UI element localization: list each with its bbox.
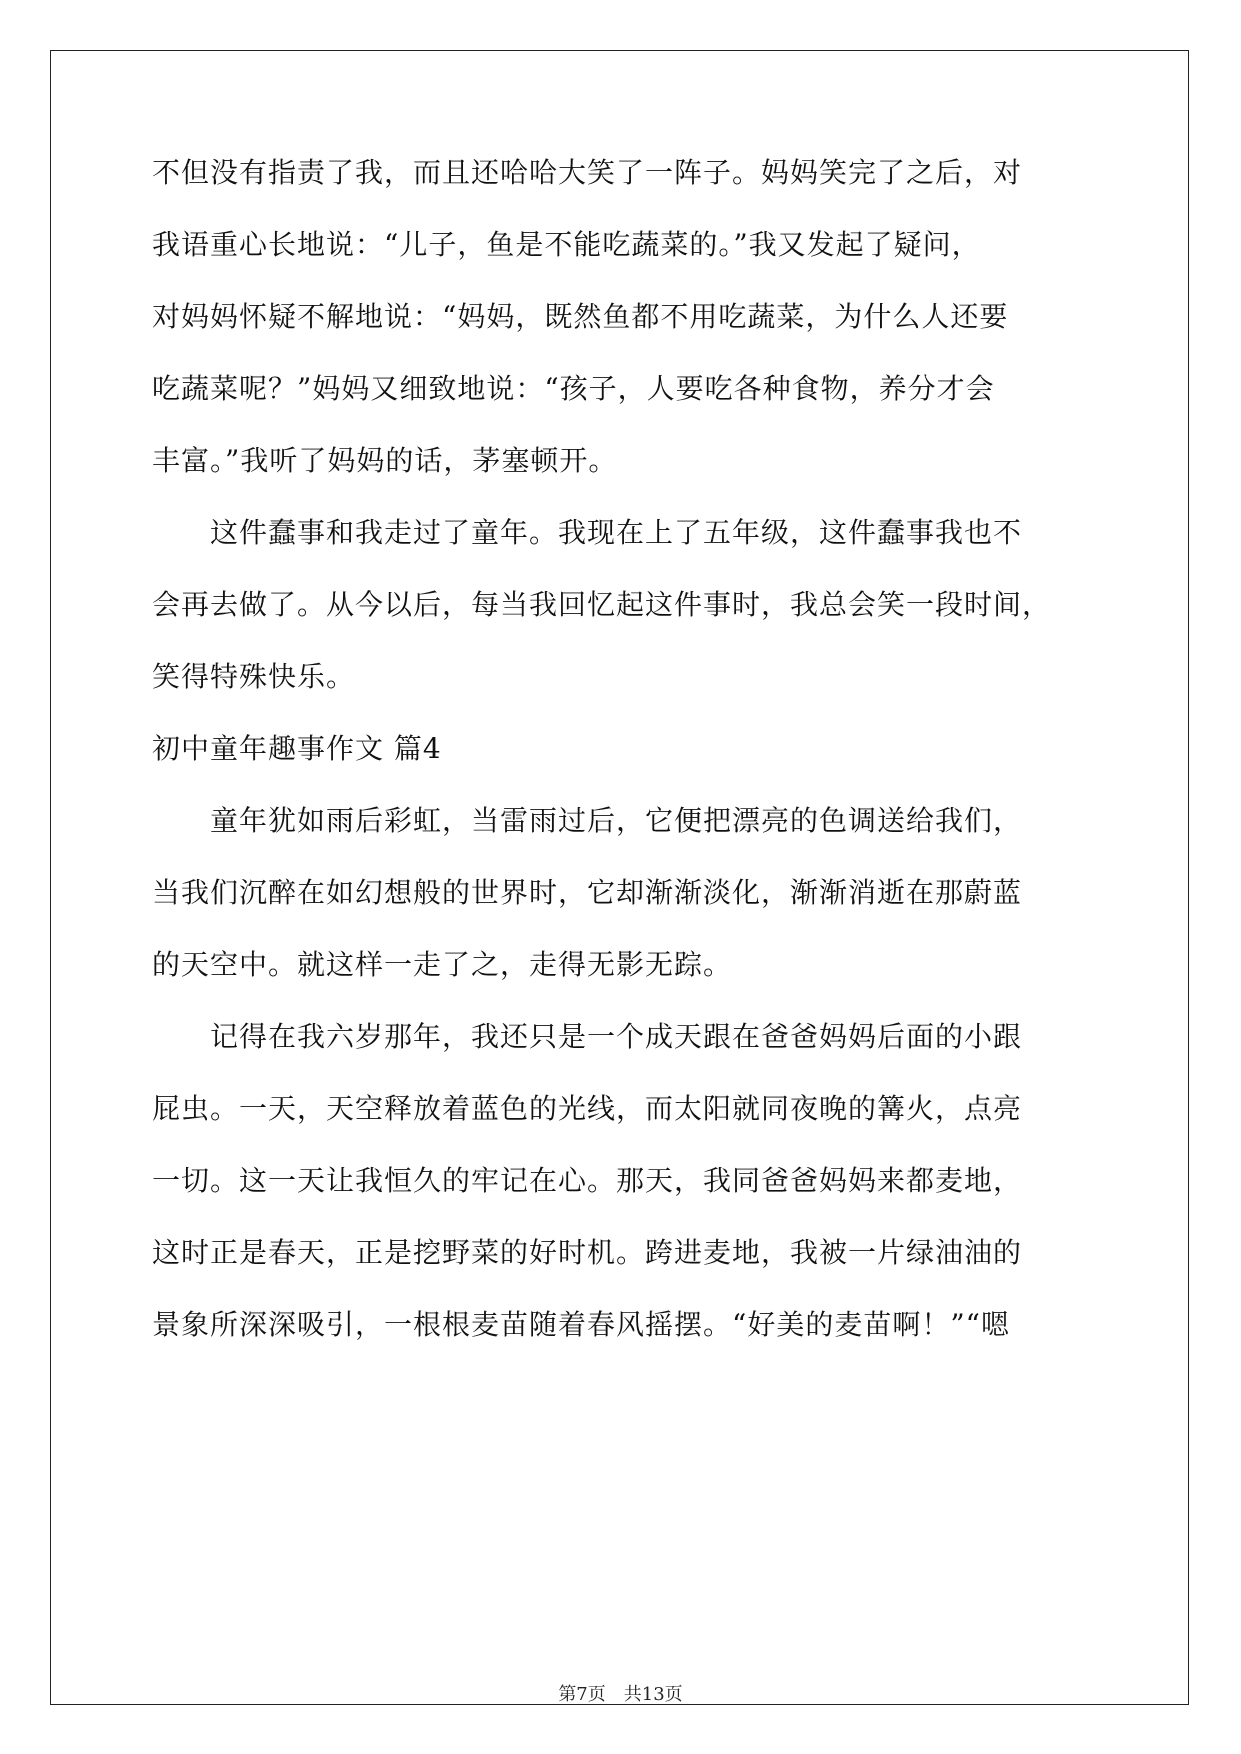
page-number-footer: 第7页 共13页	[558, 1684, 683, 1705]
text-line: 丰富。”我听了妈妈的话，茅塞顿开。	[152, 444, 618, 477]
text-line: 对妈妈怀疑不解地说：“妈妈，既然鱼都不用吃蔬菜，为什么人还要	[152, 300, 1009, 333]
text-line: 记得在我六岁那年，我还只是一个成天跟在爸爸妈妈后面的小跟	[152, 1020, 1023, 1053]
text-line: 一切。这一天让我恒久的牢记在心。那天，我同爸爸妈妈来都麦地，	[152, 1164, 1023, 1197]
text-line: 童年犹如雨后彩虹，当雷雨过后，它便把漂亮的色调送给我们，	[152, 804, 1023, 837]
text-line: 会再去做了。从今以后，每当我回忆起这件事时，我总会笑一段时间，	[152, 588, 1052, 621]
text-line: 这件蠢事和我走过了童年。我现在上了五年级，这件蠢事我也不	[152, 516, 1023, 549]
text-line: 景象所深深吸引，一根根麦苗随着春风摇摆。“好美的麦苗啊！”“嗯	[152, 1308, 1010, 1341]
text-line: 我语重心长地说：“儿子，鱼是不能吃蔬菜的。”我又发起了疑问，	[152, 228, 981, 261]
text-line: 当我们沉醉在如幻想般的世界时，它却渐渐淡化，渐渐消逝在那蔚蓝	[152, 876, 1023, 909]
text-line: 笑得特殊快乐。	[152, 660, 356, 693]
text-line: 的天空中。就这样一走了之，走得无影无踪。	[152, 948, 733, 981]
text-line: 这时正是春天，正是挖野菜的好时机。跨进麦地，我被一片绿油油的	[152, 1236, 1023, 1269]
text-line: 不但没有指责了我，而且还哈哈大笑了一阵子。妈妈笑完了之后，对	[152, 156, 1023, 189]
section-heading: 初中童年趣事作文 篇4	[152, 732, 442, 765]
text-line: 屁虫。一天，天空释放着蓝色的光线，而太阳就同夜晚的篝火，点亮	[152, 1092, 1023, 1125]
text-line: 吃蔬菜呢？”妈妈又细致地说：“孩子，人要吃各种食物，养分才会	[152, 372, 995, 405]
